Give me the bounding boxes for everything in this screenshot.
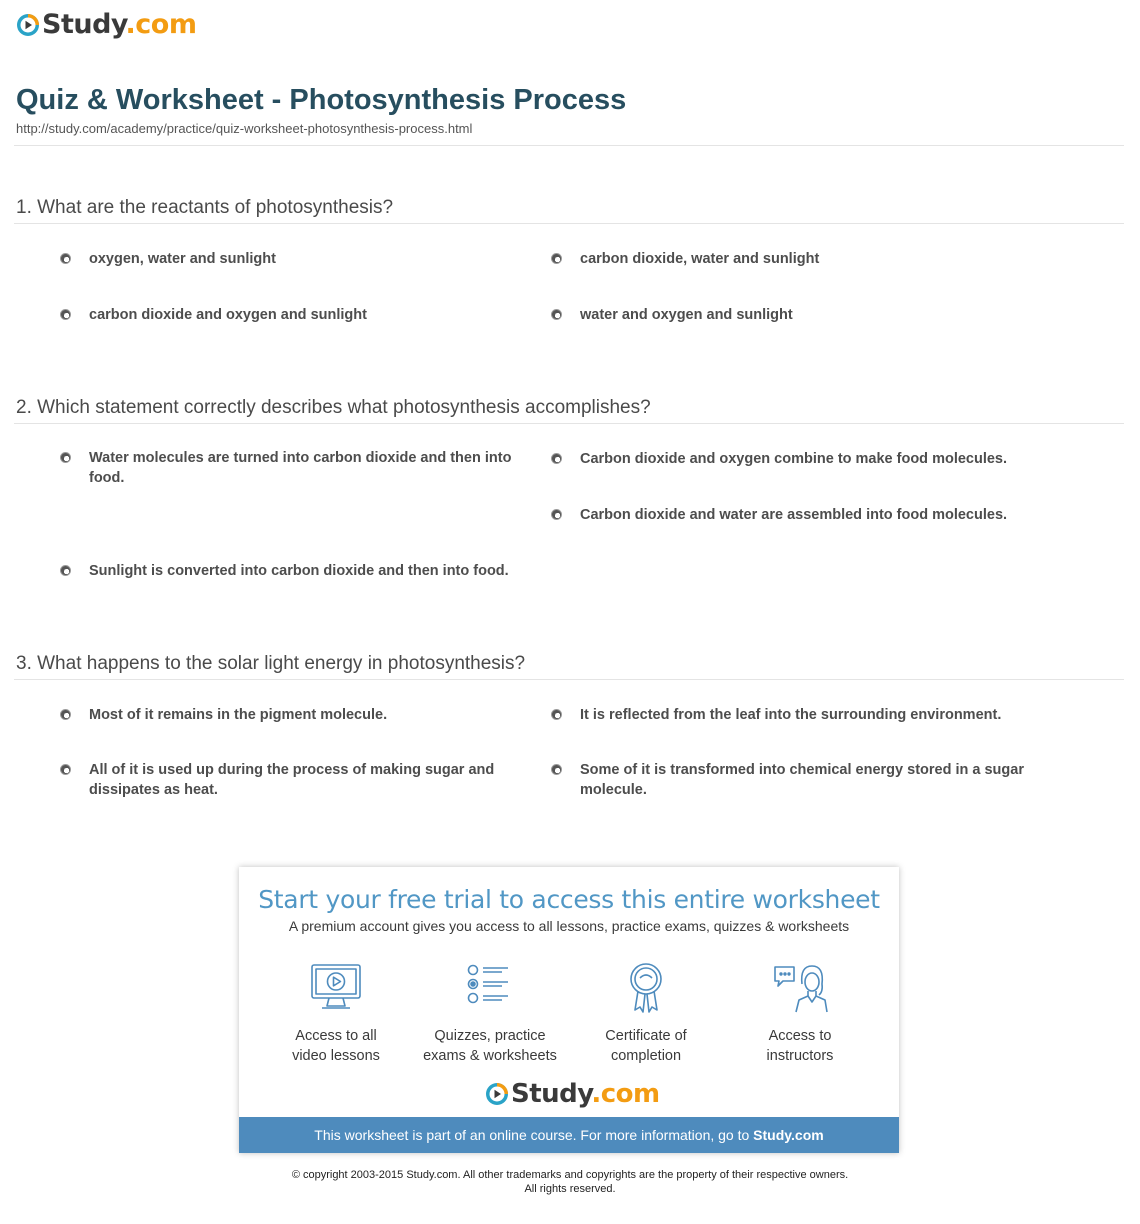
radio-button[interactable] (60, 764, 71, 775)
video-monitor-icon (308, 962, 364, 1014)
feature-label: Access to (768, 1028, 832, 1044)
study-link[interactable]: Study.com (753, 1127, 824, 1143)
feature-label: instructors (766, 1048, 834, 1064)
answer-text: water and oxygen and sunlight (580, 307, 793, 323)
answer-option[interactable] (551, 705, 1051, 725)
question-2: 2. Which statement correctly describes what photosynthesis accomplishes? (16, 397, 651, 418)
answer-text: It is reflected from the leaf into the surrounding environment. (580, 707, 1002, 723)
answer-option[interactable] (551, 449, 1051, 469)
radio-button[interactable] (551, 453, 562, 464)
feature-certificate (571, 962, 721, 1066)
copyright-line: © copyright 2003-2015 Study.com. All other trademarks and copyrights are the property of their respective owners. (291, 1169, 849, 1181)
divider (14, 679, 1124, 680)
radio-button[interactable] (60, 565, 71, 576)
answer-text: Carbon dioxide and oxygen combine to make food molecules. (580, 451, 1008, 467)
answer-text: Sunlight is converted into carbon dioxide and then into food. (89, 563, 509, 579)
answer-text: carbon dioxide and oxygen and sunlight (89, 307, 367, 323)
feature-quizzes (415, 962, 565, 1066)
copyright-notice (0, 1168, 1140, 1196)
answer-option[interactable] (60, 305, 520, 325)
answer-option[interactable] (551, 760, 1031, 800)
radio-button[interactable] (60, 253, 71, 264)
checklist-icon (462, 962, 518, 1014)
answer-option[interactable] (60, 561, 540, 581)
divider (14, 423, 1124, 424)
answer-text: oxygen, water and sunlight (89, 251, 276, 267)
copyright-line: All rights reserved. (524, 1183, 616, 1195)
radio-button[interactable] (60, 309, 71, 320)
answer-text: carbon dioxide, water and sunlight (580, 251, 820, 267)
radio-button[interactable] (551, 509, 562, 520)
radio-button[interactable] (551, 709, 562, 720)
free-trial-promo[interactable] (239, 867, 899, 1153)
play-circle-logo-icon (485, 1082, 509, 1106)
answer-text: Most of it remains in the pigment molecule. (89, 707, 388, 723)
feature-label: Access to all (295, 1028, 377, 1044)
answer-option[interactable] (60, 249, 520, 269)
answer-text: Some of it is transformed into chemical energy stored in a sugar molecule. (580, 762, 1024, 798)
play-circle-logo-icon (16, 13, 40, 37)
feature-video-lessons (261, 962, 411, 1066)
logo-wordmark: Study.com (42, 9, 197, 40)
radio-button[interactable] (551, 764, 562, 775)
promo-title: Start your free trial to access this entire worksheet (258, 885, 880, 914)
logo-wordmark: Study.com (511, 1079, 660, 1109)
certificate-ribbon-icon (618, 962, 674, 1014)
instructor-chat-icon (772, 962, 828, 1014)
answer-text: Water molecules are turned into carbon dioxide and then into food. (89, 450, 512, 486)
feature-label: exams & worksheets (423, 1048, 557, 1064)
page-title: Quiz & Worksheet - Photosynthesis Process (16, 84, 627, 116)
answer-text: Carbon dioxide and water are assembled into food molecules. (580, 507, 1008, 523)
radio-button[interactable] (551, 309, 562, 320)
promo-footer-text: This worksheet is part of an online course. For more information, go to (314, 1127, 750, 1143)
divider (14, 223, 1124, 224)
feature-label: Certificate of (605, 1028, 687, 1044)
answer-option[interactable] (60, 448, 530, 488)
feature-label: Quizzes, practice (434, 1028, 546, 1044)
radio-button[interactable] (551, 253, 562, 264)
radio-button[interactable] (60, 452, 71, 463)
feature-label: completion (610, 1048, 682, 1064)
answer-option[interactable] (60, 760, 530, 800)
answer-text: All of it is used up during the process of making sugar and dissipates as heat. (89, 762, 495, 798)
feature-label: video lessons (292, 1048, 380, 1064)
promo-footer-bar[interactable] (239, 1117, 899, 1153)
answer-option[interactable] (551, 305, 1031, 325)
divider (14, 145, 1124, 146)
answer-option[interactable] (551, 249, 1031, 269)
study-logo[interactable] (485, 1079, 660, 1109)
radio-button[interactable] (60, 709, 71, 720)
promo-subtitle: A premium account gives you access to all lessons, practice exams, quizzes & worksheets (288, 918, 850, 934)
answer-option[interactable] (60, 705, 530, 725)
feature-instructors (725, 962, 875, 1066)
answer-option[interactable] (551, 505, 1051, 525)
question-3: 3. What happens to the solar light energy in photosynthesis? (16, 653, 526, 674)
question-1: 1. What are the reactants of photosynthesis? (16, 197, 394, 218)
page-url: http://study.com/academy/practice/quiz-worksheet-photosynthesis-process.html (16, 121, 473, 136)
study-logo[interactable] (16, 9, 196, 40)
